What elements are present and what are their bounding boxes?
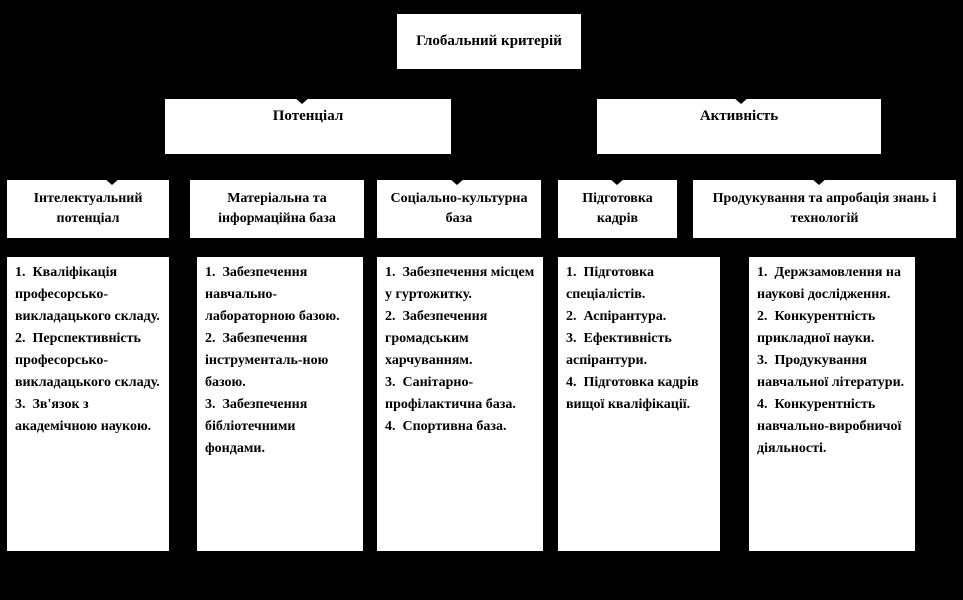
list-item: 2. Забезпечення інструменталь-ною базою. [205,331,332,390]
arrowhead-notch-icon [104,178,120,185]
column-header-intellectual-potential [5,178,171,240]
list-item: 1. Кваліфікація професорсько-викладацького складу. [15,265,160,324]
list-item: 3. Санітарно-профілактична база. [385,375,516,412]
list-item: 3. Зв'язок з академічною наукою. [15,397,152,434]
list-item: 1. Забезпечення місцем у гуртожитку. [385,265,538,302]
column-list-knowledge-production [747,255,917,553]
list-item: 1. Держзамовлення на наукові дослідження. [757,265,905,302]
arrowhead-notch-icon [811,178,827,185]
list-item: 4. Спортивна база. [385,419,507,434]
branch-box-activity [595,97,883,156]
branch-box-potential [163,97,453,156]
column-header-socio-cultural-base [375,178,543,240]
branch-potential-label: Потенціал [272,108,344,124]
arrowhead-notch-icon [449,178,465,185]
column-header-material-information-base [188,178,366,240]
column-header-label: Соціально-культурна база [390,190,528,226]
list-item: 2. Аспірантура. [566,309,667,324]
column-header-label: Продукування та апробація знань і технологій [712,190,937,226]
list-item: 2. Забезпечення громадським харчуванням. [385,309,491,368]
list-item: 4. Конкурентність навчально-виробничої діяльності. [757,397,905,456]
arrowhead-notch-icon [294,97,310,104]
list-item: 2. Конкурентність прикладної науки. [757,309,879,346]
list-item: 4. Підготовка кадрів вищої кваліфікації. [566,375,703,412]
column-header-knowledge-production [691,178,958,240]
column-list-socio-cultural-base [375,255,545,553]
root-criterion-label: Глобальний критерій [416,33,562,50]
root-criterion-box [395,12,583,71]
list-item: 1. Забезпечення навчально-лабораторною базою. [205,265,340,324]
list-item: 3. Забезпечення бібліотечними фондами. [205,397,311,456]
list-item: 3. Ефективність аспірантури. [566,331,676,368]
column-list-material-information-base [195,255,365,553]
arrowhead-notch-icon [733,97,749,104]
column-header-label: Матеріальна та інформаційна база [218,190,336,226]
list-item: 3. Продукування навчальної літератури. [757,353,905,390]
list-item: 2. Перспективність професорсько-викладацького складу. [15,331,160,390]
list-item: 1. Підготовка спеціалістів. [566,265,658,302]
column-header-label: Інтелектуальний потенціал [33,190,143,226]
column-list-personnel-training [556,255,722,553]
branch-activity-label: Активність [699,108,779,124]
column-header-label: Підготовка кадрів [582,190,653,226]
arrowhead-notch-icon [609,178,625,185]
column-header-personnel-training [556,178,679,240]
column-list-intellectual-potential [5,255,171,553]
